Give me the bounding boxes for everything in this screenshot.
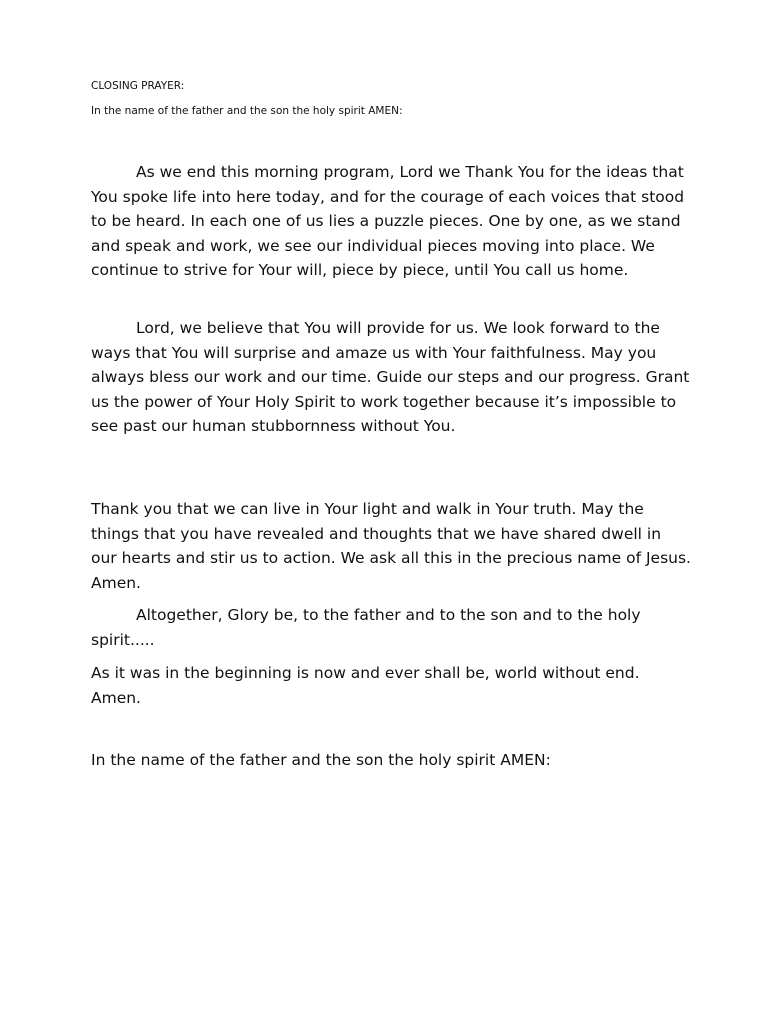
paragraph-light-and-truth: Thank you that we can live in Your light and walk in Your truth. May the things that you have revealed and thoughts that we have shared dwell in our hearts and stir us to action. We ask all this in the precious name of Jesus. Amen. xyxy=(91,500,691,592)
paragraph-provision: Lord, we believe that You will provide for us. We look forward to the ways that You will surprise and amaze us with Your faithfulness. May you always bless our work and our time. Guide our steps and our progress. Grant us the power of Your Holy Spirit to work together because it’s impossible to see past our human stubbornness without You. xyxy=(91,319,690,435)
prayer-heading: CLOSING PRAYER: xyxy=(91,80,185,92)
closing-invocation: In the name of the father and the son the holy spirit AMEN: xyxy=(91,751,551,769)
paragraph-thanksgiving: As we end this morning program, Lord we Thank You for the ideas that You spoke life into here today, and for the courage of each voices that stood to be heard. In each one of us lies a puzzle pieces. One by one, as we stand and speak and work, we see our individual pieces moving into place. We continue to strive for Your will, piece by piece, until You call us home. xyxy=(91,163,685,279)
paragraph-glory-be: Altogether, Glory be, to the father and to the son and to the holy spirit..... xyxy=(91,606,641,649)
paragraph-as-it-was: As it was in the beginning is now and ever shall be, world without end. Amen. xyxy=(91,664,640,707)
opening-invocation: In the name of the father and the son the holy spirit AMEN: xyxy=(91,105,403,117)
